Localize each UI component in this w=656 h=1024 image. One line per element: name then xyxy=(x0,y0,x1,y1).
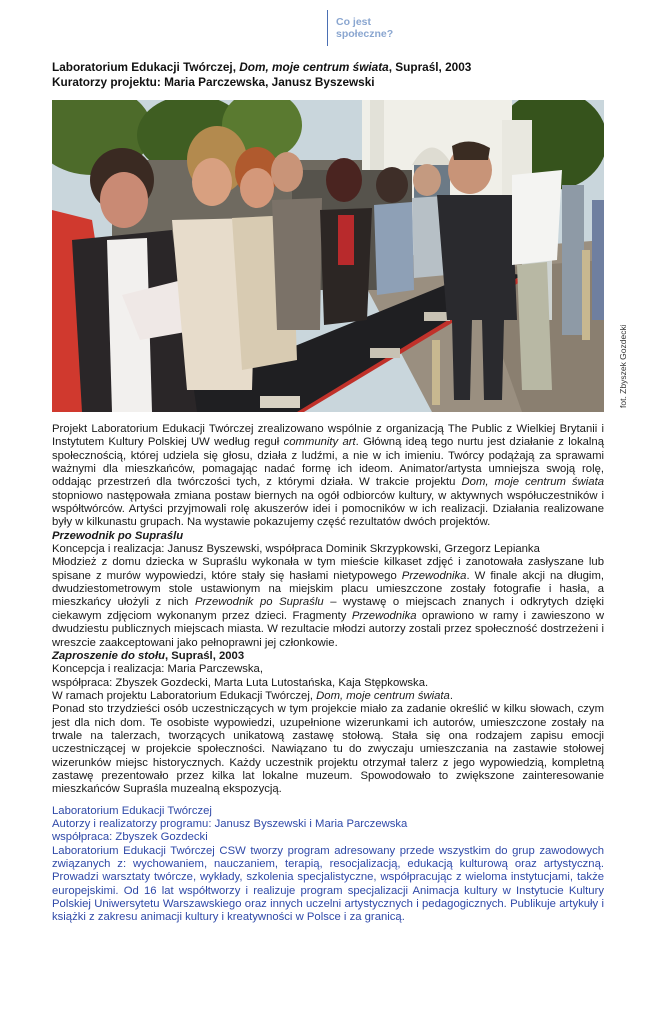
title-part: , Supraśl, 2003 xyxy=(388,60,472,74)
italic-run: community art xyxy=(283,436,356,449)
title-line2: Kuratorzy projektu: Maria Parczewska, Janusz Byszewski xyxy=(52,75,375,89)
info-box xyxy=(52,805,604,925)
info-paragraph: Laboratorium Edukacji Twórczej CSW tworzy program adresowany przede wszystkim do grup zawodowych związanych z: wychowaniem, nauczaniem, terapią, resocjalizacją, edukacją kulturową oraz artystyczną. Prowadzi warsztaty twórcze, wykłady, szkolenia specjalistyczne, współpracując z wieloma instytucjami, także europejskimi. Od 16 lat współtworzy i realizuje program specjalizacji Animacja kultury w Instytucie Kultury Polskiej Uniwersytetu Warszawskiego oraz innych uczelni artystycznych i pedagogicznych. Publikuje artykuły i książki z zakresu animacji kultury i kreatywności w Polsce i za granicą. xyxy=(52,844,604,924)
section2-credits1: Koncepcja i realizacja: Maria Parczewska, xyxy=(52,663,263,676)
text-run: W ramach projektu Laboratorium Edukacji Twórczej, xyxy=(52,689,317,702)
page-title xyxy=(52,60,612,90)
section1-paragraph xyxy=(52,556,604,649)
italic-run: Przewodnika xyxy=(401,569,467,582)
text-run: Projekt Laboratorium Edukacji Twórczej zrealizowano wspólnie z organizacją The Public z Wielkiej Brytanii i Instytutem Kultury Polskiej UW według reguł xyxy=(52,423,604,449)
section2-paragraph: Ponad sto trzydzieści osób uczestniczących w tym projekcie miało za zadanie określić w kilku słowach, czym jest dla nich dom. Te osobiste wypowiedzi, uzupełnione wizerunkami ich autorów, umieszczone zostały na trwale na talerzach, tworzących unikatową zastawę stołową. Stała się ona rodzajem zapisu emocji uczestniczącej w projekcie społeczności. Nawiązano tu do zwyczaju umieszczania na zastawie stołowej wizerunków miejsc historycznych. Każdy uczestnik projektu otrzymał talerz z jego wypowiedzią, kompletną zastawę prezentowało przez kilka lat lokalne muzeum. Spowodowało to zwiększone zainteresowanie mieszkańców Supraśla muzealną ekspozycją. xyxy=(52,703,604,796)
intro-paragraph xyxy=(52,423,604,530)
section-tag-line1: Co jest xyxy=(336,16,372,28)
italic-run: Dom, moje centrum świata xyxy=(316,689,450,702)
text-run: Młodzież z domu dziecka w Supraślu wykonała w tym mieście kilkaset zdjęć i zanotowała zasłyszane lub spisane z murów wypowiedzi, które stały się hasłami nietypowego xyxy=(52,556,604,582)
info-line3: współpraca: Zbyszek Gozdecki xyxy=(52,831,208,844)
header-divider xyxy=(327,10,328,46)
photo xyxy=(52,100,604,412)
section-tag-line2: społeczne? xyxy=(336,28,394,40)
italic-run: Zaproszenie do stołu xyxy=(52,649,165,662)
info-line1: Laboratorium Edukacji Twórczej xyxy=(52,804,212,817)
text-run: . W finale akcji na długim, dwudziestometrowym stole ustawionym na miejskim placu umieszczone zostały fotografie i hasła, a mieszkańcy ułożyli z nich xyxy=(52,569,604,609)
text-run: – wystawę o miejscach znanych i odkrytych dzięki ciekawym zdjęciom wykonanym przez dzieci. Fragmenty xyxy=(52,596,604,622)
text-run: , Supraśl, 2003 xyxy=(164,649,245,662)
text-run: stopniowo następowała zmiana postaw biernych na ogół odbiorców kultury, w aktywnych współuczestników i współtwórców. Artyści przyjmowali rolę akuszerów idei i pomocników w ich realizacji. Działania realizowane były w kilkunastu grupach. Na wystawie pokazujemy część rezultatów dwóch projektów. xyxy=(52,489,604,529)
info-line2: Autorzy i realizatorzy programu: Janusz Byszewski i Maria Parczewska xyxy=(52,817,408,830)
section1-heading: Przewodnik po Supraślu xyxy=(52,529,184,542)
italic-run: Dom, moje centrum świata xyxy=(461,476,604,489)
italic-run: Przewodnik po Supraślu xyxy=(195,596,324,609)
text-run: . xyxy=(449,689,453,702)
section2-heading xyxy=(52,650,604,663)
title-italic: Dom, moje centrum świata xyxy=(239,60,389,74)
text-run: . Główną ideą tego nurtu jest działanie z lokalną społecznością, której udziela się głosu, działa z ludźmi, a nie w ich imieniu. Twórcy podążają za sprawami ważnymi dla mieszkańców, pomagając nadać formę ich ideom. Animator/artysta umniejsza swoją rolę, oddając przestrzeń dla twórczości tych, z którymi działa. W trakcie projektu xyxy=(52,436,604,489)
title-line1 xyxy=(52,60,612,75)
italic-run: Przewodnika xyxy=(351,609,417,622)
section2-credits2: współpraca: Zbyszek Gozdecki, Marta Luta Lutostańska, Kaja Stępkowska. xyxy=(52,676,429,689)
photo-credit: fot. Zbyszek Gozdecki xyxy=(618,324,628,408)
title-part: Laboratorium Edukacji Twórczej, xyxy=(52,60,240,74)
article-body xyxy=(52,423,604,925)
section2-context xyxy=(52,690,604,703)
section-tag xyxy=(336,16,393,40)
photo-illustration xyxy=(52,100,604,412)
section1-credits: Koncepcja i realizacja: Janusz Byszewski, współpraca Dominik Skrzypkowski, Grzegorz Lepianka xyxy=(52,543,540,556)
text-run: oprawiono w ramy i zawieszono w dwudziestu publicznych miejscach miasta. W rezultacie młodzi autorzy zostali przez społeczność dostrzeżeni i wreszcie zaakceptowani jako pełnoprawni jej członkowie. xyxy=(52,609,605,649)
